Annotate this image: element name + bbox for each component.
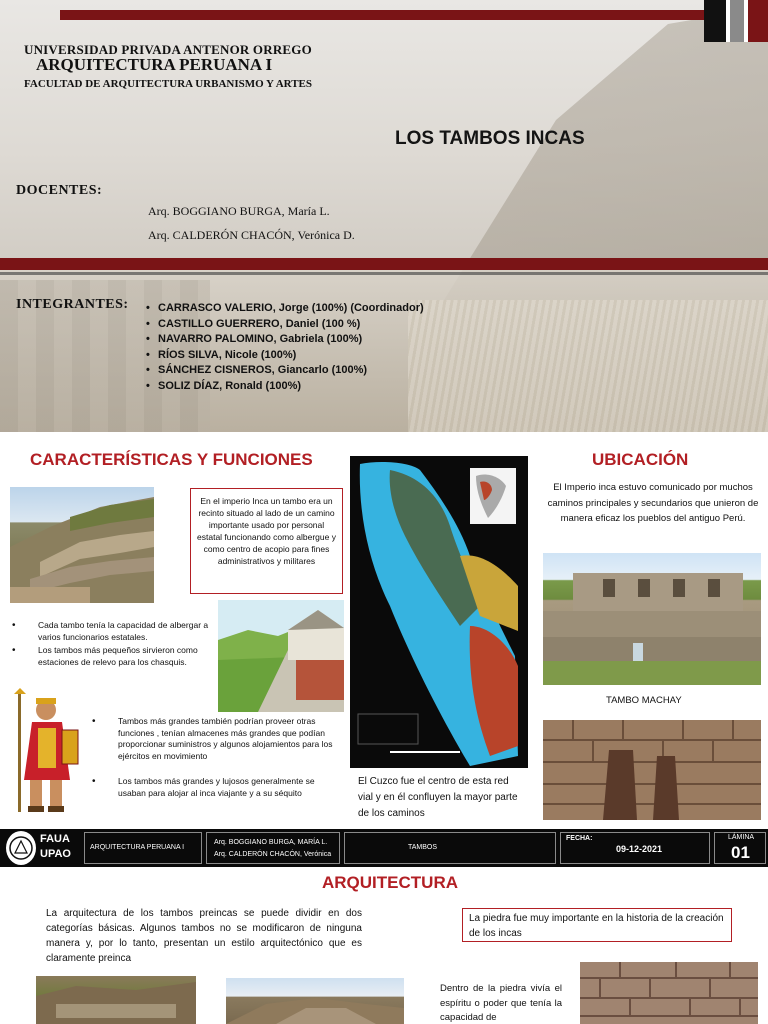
course-name: ARQUITECTURA PERUANA I [36,55,273,74]
logo-emblem [8,833,34,863]
stone-doorway-drawing [543,720,761,820]
teacher-1: Arq. BOGGIANO BURGA, María L. [148,204,330,218]
architecture-heading: ARQUITECTURA [322,873,458,892]
faculty-name: FACULTAD DE ARQUITECTURA URBANISMO Y ARTES [24,78,313,90]
topic-cell [344,832,556,864]
teachers-label: DOCENTES: [16,183,103,198]
stone-wall-drawing [580,962,758,1024]
architecture-photo-2 [226,978,404,1024]
architecture-text: La arquitectura de los tambos preincas se puede dividir en dos categorías básicas. Algunos tambos no se modificaron de ninguna manera y, por lo tanto, presentan un estilo arquitectónico que es claramente preinca [46,908,362,964]
teacher-2: Arq. CALDERÓN CHACÓN, Verónica D. [148,228,355,242]
inca-figure-illustration [10,688,82,818]
inca-road-illustration [218,600,344,712]
page-title: LOS TAMBOS INCAS [395,128,585,149]
features-bullets-b [92,716,342,801]
location-heading: UBICACIÓN [592,450,689,469]
background-hill [248,0,768,300]
top-accent-bar [60,10,768,20]
cover-section [0,0,768,432]
stone-importance-box: La piedra fue muy importante en la historia de la creación de los incas [462,908,732,942]
footer-teacher-1: Arq. BOGGIANO BURGA, MARÍA L. [214,839,328,846]
stone-wall-photo [580,962,758,1024]
member-item: • SÁNCHEZ CISNEROS, Giancarlo (100%) [146,363,424,379]
architecture-photo-2-drawing [226,978,404,1024]
tambo-machay-photo [543,553,761,685]
inca-figure-drawing [10,688,82,818]
stone-doorway-photo [543,720,761,820]
footer-teacher-2: Arq. CALDERÓN CHACÓN, Verónica [214,851,332,858]
bullet-item: • Los tambos más pequeños sirvieron como estaciones de relevo para los chasquis. [12,645,217,668]
middle-accent-band [0,258,768,270]
tambo-machay-caption: TAMBO MACHAY [606,695,682,706]
architecture-photo-1-drawing [36,976,196,1024]
logo-line-1: FAUA [40,833,70,845]
title-block-footer [0,829,768,867]
features-heading: CARACTERÍSTICAS Y FUNCIONES [30,450,313,469]
footer-topic: TAMBOS [408,844,438,851]
member-item: • SOLIZ DÍAZ, Ronald (100%) [146,379,424,395]
architecture-photo-1 [36,976,196,1024]
map-drawing [350,456,528,768]
bullet-item: • Tambos más grandes también podrían proveer otras funciones , tenían almacenes más grandes que podían proporcionar suministros y algunos alojamientos para los ejércitos en movimiento [92,716,342,762]
terrace-drawing [10,487,154,603]
road-drawing [218,600,344,712]
footer-sheet-number: 01 [731,843,750,862]
footer-sheet-label: LÁMINA [728,834,755,841]
member-item: • CARRASCO VALERIO, Jorge (100%) (Coordinador) [146,301,424,317]
footer-date: 09-12-2021 [616,844,663,854]
members-label: INTEGRANTES: [16,297,129,312]
teachers-cell [206,832,340,864]
location-text: El Imperio inca estuvo comunicado por muchos caminos principales y secundarios que unieron de manera eficaz los pueblos del antiguo Perú. [547,482,759,524]
member-item: • NAVARRO PALOMINO, Gabriela (100%) [146,332,424,348]
footer-course: ARQUITECTURA PERUANA I [90,844,185,851]
stone-spirit-text: Dentro de la piedra vivía el espíritu o poder que tenía la capacidad de [440,983,562,1023]
middle-accent-line [0,272,768,275]
members-list [146,301,424,394]
logo-line-2: UPAO [40,848,71,860]
inca-road-map [350,456,528,768]
tambo-definition-box: En el imperio Inca un tambo era un recinto situado al lado de un camino importante usado por personal estatal funcionando como albergue y como centro de acopio para fines administrativos y militares [190,488,343,594]
map-caption: El Cuzco fue el centro de esta red vial y en él confluyen la mayor parte de los caminos [358,776,518,819]
features-bullets-a [12,620,217,670]
university-logo-icon [6,831,36,865]
tambo-machay-drawing [543,553,761,685]
corner-blocks [704,0,768,42]
bullet-item: • Los tambos más grandes y lujosos generalmente se usaban para alojar al inca viajante y a su séquito [92,776,342,799]
tambo-terrace-photo [10,487,154,603]
footer-date-label: FECHA: [566,835,593,842]
background-grass [408,300,768,432]
bullet-item: • Cada tambo tenía la capacidad de albergar a varios funcionarios estatales. [12,620,217,643]
member-item: • CASTILLO GUERRERO, Daniel (100 %) [146,317,424,333]
member-item: • RÍOS SILVA, Nicole (100%) [146,348,424,364]
university-name: UNIVERSIDAD PRIVADA ANTENOR ORREGO [24,42,312,57]
